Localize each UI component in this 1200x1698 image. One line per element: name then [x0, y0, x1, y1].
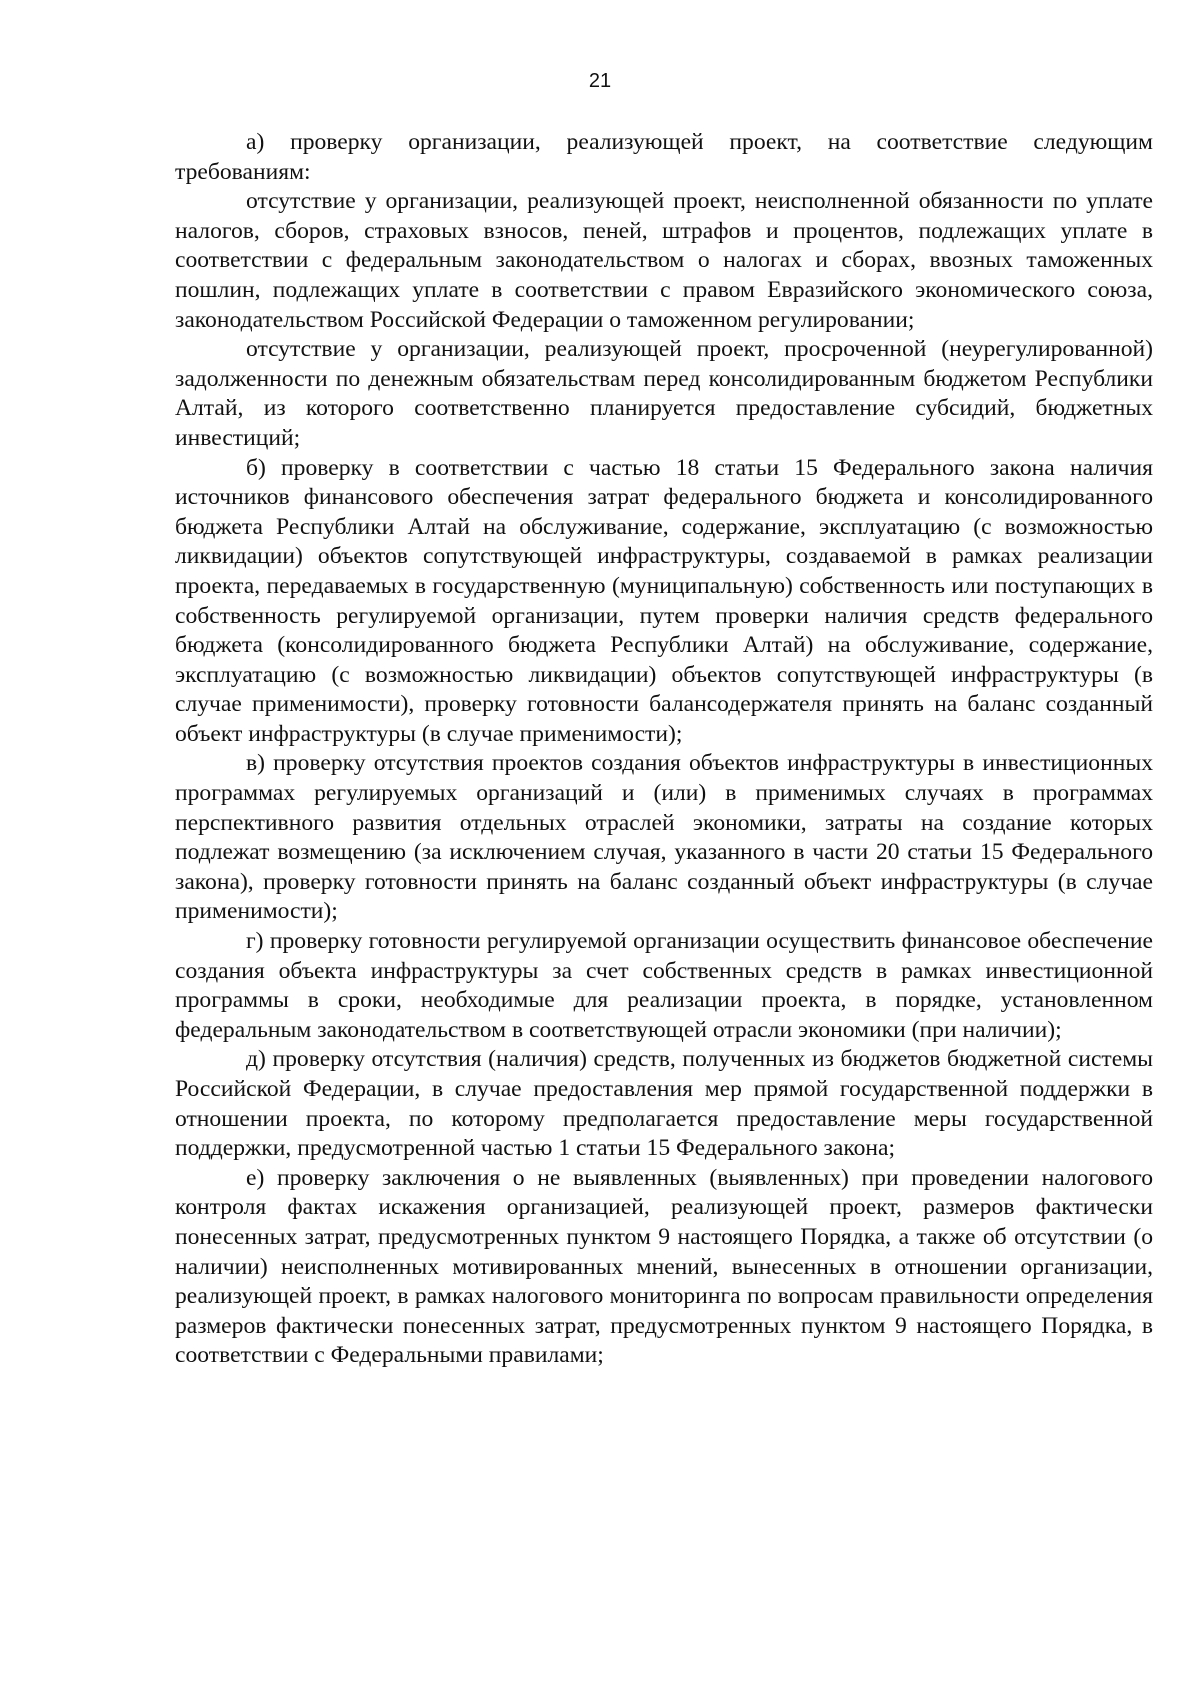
paragraph-v: в) проверку отсутствия проектов создания объектов инфраструктуры в инвестиционных программах регулируемых организаций и (или) в применимых случаях в программах перспективного развития отдельных отраслей экономики, затраты на создание которых подлежат возмещению (за исключением случая, указанного в части 20 статьи 15 Федерального закона), проверку готовности принять на баланс созданный объект инфраструктуры (в случае применимости);	[175, 750, 1153, 925]
paragraph-a-budget-debt: отсутствие у организации, реализующей проект, просроченной (неурегулированной) задолженности по денежным обязательствам перед консолидированным бюджетом Республики Алтай, из которого соответственно планируется предоставление субсидий, бюджетных инвестиций;	[175, 336, 1153, 451]
paragraph-a-tax-debt: отсутствие у организации, реализующей проект, неисполненной обязанности по уплате налогов, сборов, страховых взносов, пеней, штрафов и процентов, подлежащих уплате в соответствии с федеральным законодательством о налогах и сборах, ввозных таможенных пошлин, подлежащих уплате в соответствии с правом Евразийского экономического союза, законодательством Российской Федерации о таможенном регулировании;	[175, 188, 1153, 333]
page-number: 21	[588, 70, 612, 92]
paragraph-g: г) проверку готовности регулируемой организации осуществить финансовое обеспечение создания объекта инфраструктуры за счет собственных средств в рамках инвестиционной программы в сроки, необходимые для реализации проекта, в порядке, установленном федеральным законодательством в соответствующей отрасли экономики (при наличии);	[175, 928, 1153, 1043]
paragraph-b: б) проверку в соответствии с частью 18 статьи 15 Федерального закона наличия источников финансового обеспечения затрат федерального бюджета и консолидированного бюджета Республики Алтай на обслуживание, содержание, эксплуатацию (с возможностью ликвидации) объектов сопутствующей инфраструктуры, создаваемой в рамках реализации проекта, передаваемых в государственную (муниципальную) собственность или поступающих в собственность регулируемой организации, путем проверки наличия средств федерального бюджета (консолидированного бюджета Республики Алтай) на обслуживание, содержание, эксплуатацию (с возможностью ликвидации) объектов сопутствующей инфраструктуры (в случае применимости), проверку готовности балансодержателя принять на баланс созданный объект инфраструктуры (в случае применимости);	[175, 454, 1153, 747]
paragraph-a: а) проверку организации, реализующей проект, на соответствие следующим требованиям:	[175, 129, 1153, 185]
paragraph-e: е) проверку заключения о не выявленных (выявленных) при проведении налогового контроля фактах искажения организацией, реализующей проект, размеров фактически понесенных затрат, предусмотренных пунктом 9 настоящего Порядка, а также об отсутствии (о наличии) неисполненных мотивированных мнений, вынесенных в отношении организации, реализующей проект, в рамках налогового мониторинга по вопросам правильности определения размеров фактически понесенных затрат, предусмотренных пунктом 9 настоящего Порядка, в соответствии с Федеральными правилами;	[175, 1164, 1153, 1369]
paragraph-d: д) проверку отсутствия (наличия) средств, полученных из бюджетов бюджетной системы Российской Федерации, в случае предоставления мер прямой государственной поддержки в отношении проекта, по которому предполагается предоставление меры государственной поддержки, предусмотренной частью 1 статьи 15 Федерального закона;	[175, 1046, 1153, 1162]
document-body	[175, 128, 1153, 1371]
